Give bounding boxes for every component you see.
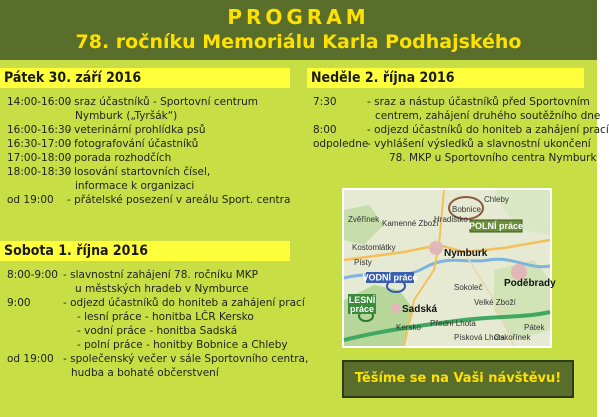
- schedule-text: - polní práce - honitby Bobnice a Chleby: [77, 339, 288, 351]
- map-town-label: Přední Lhota: [430, 319, 476, 328]
- schedule-time: 17:00-18:00: [7, 152, 72, 164]
- program-subtitle: 78. ročníku Memoriálu Karla Podhajského: [75, 31, 522, 53]
- schedule-time: 14:00-16:00: [7, 96, 72, 108]
- schedule-row: [7, 366, 297, 380]
- map-town-label: Kersko: [396, 323, 421, 332]
- schedule-row: [7, 123, 297, 137]
- map-city-sadska: Sadská: [402, 304, 438, 315]
- map-town-label: Pátek: [524, 323, 545, 332]
- schedule-text: - sraz účastníků - Sportovní centrum: [67, 96, 259, 108]
- map-city-nymburk: Nymburk: [444, 248, 488, 259]
- map-town-label: Sokoleč: [454, 283, 483, 292]
- schedule-row: [7, 95, 297, 109]
- schedule-row: [7, 282, 297, 296]
- map-city-podebrady: Poděbrady: [504, 278, 556, 289]
- schedule-text: - vyhlášení výsledků a slavnostní ukončení: [367, 138, 591, 150]
- schedule-time: [7, 310, 63, 324]
- schedule-text: - společenský večer v sále Sportovního centra,: [63, 353, 309, 365]
- schedule-time: [7, 338, 63, 352]
- schedule-text: - slavnostní zahájení 78. ročníku MKP: [63, 269, 258, 281]
- schedule-text: - losování startovních čísel,: [67, 166, 211, 178]
- schedule-time: od 19:00: [7, 353, 54, 365]
- schedule-row: [313, 109, 601, 123]
- saturday-schedule: [7, 268, 309, 380]
- schedule-time: 9:00: [7, 297, 31, 309]
- map-town-label: Oskořínek: [494, 333, 531, 342]
- friday-heading: Pátek 30. září 2016: [0, 68, 290, 88]
- location-map: [342, 188, 556, 348]
- schedule-row: [313, 151, 597, 165]
- schedule-text: - odjezd účastníků do honiteb a zahájení prací: [63, 297, 305, 309]
- schedule-row: [7, 165, 297, 179]
- schedule-time: [7, 282, 63, 296]
- schedule-text: - porada rozhodčích: [67, 152, 172, 164]
- schedule-time: [7, 324, 63, 338]
- map-town-label: Velké Zboží: [474, 298, 516, 307]
- schedule-time: 7:30: [313, 96, 337, 108]
- schedule-time: [7, 179, 67, 193]
- schedule-text: centrem, zahájení druhého soutěžního dne: [375, 110, 601, 122]
- schedule-text: Nymburk („Tyršák“): [75, 110, 178, 122]
- schedule-time: 18:00-18:30: [7, 166, 72, 178]
- schedule-text: informace k organizaci: [75, 180, 195, 192]
- welcome-banner: Těšíme se na Vaši návštěvu!: [342, 360, 574, 398]
- schedule-time: [7, 366, 63, 380]
- schedule-text: u městských hradeb v Nymburce: [75, 283, 249, 295]
- schedule-time: 16:00-16:30: [7, 124, 72, 136]
- schedule-text: - odjezd účastníků do honiteb a zahájení prací: [367, 124, 609, 136]
- schedule-text: 78. MKP u Sportovního centra Nymburk: [389, 152, 597, 164]
- schedule-time: [7, 109, 67, 123]
- friday-schedule: [7, 95, 297, 207]
- schedule-text: - přátelské posezení v areálu Sport. centra: [67, 194, 291, 206]
- saturday-heading: Sobota 1. října 2016: [0, 241, 290, 261]
- schedule-row: [7, 179, 297, 193]
- schedule-row: [7, 296, 305, 310]
- schedule-time: 8:00: [313, 124, 337, 136]
- schedule-text: - vodní práce - honitba Sadská: [77, 325, 238, 337]
- schedule-row: [7, 352, 309, 366]
- schedule-row: [7, 109, 297, 123]
- schedule-text: - lesní práce - honitba LČR Kersko: [77, 311, 254, 323]
- schedule-time: 16:30-17:00: [7, 138, 72, 150]
- map-town-label: Písty: [354, 258, 372, 267]
- map-town-label: Bobnice: [452, 205, 481, 214]
- sunday-heading: Neděle 2. října 2016: [307, 68, 584, 88]
- map-town-label: Písková Lhota: [454, 333, 505, 342]
- map-town-label: Hradištko: [434, 215, 468, 224]
- header: [0, 0, 597, 60]
- schedule-text: - veterinární prohlídka psů: [67, 124, 206, 136]
- schedule-row: [313, 137, 590, 151]
- map-town-label: Kamenné Zboží: [382, 219, 439, 228]
- map-town-label: Kostomlátky: [352, 243, 396, 252]
- schedule-row: [7, 310, 297, 324]
- forest-work-label-2: práce: [349, 304, 375, 314]
- schedule-row: [7, 151, 297, 165]
- schedule-time: [313, 151, 367, 165]
- water-work-label: VODNÍ práce: [362, 272, 418, 283]
- schedule-row: [313, 95, 590, 109]
- schedule-text: - sraz a nástup účastníků před Sportovním: [367, 96, 590, 108]
- schedule-row: [7, 338, 297, 352]
- schedule-time: od 19:00: [7, 194, 54, 206]
- schedule-row: [7, 193, 297, 207]
- schedule-time: [313, 109, 367, 123]
- map-town-label: Chleby: [484, 195, 509, 204]
- sunday-schedule: [313, 95, 609, 165]
- schedule-row: [7, 324, 297, 338]
- schedule-text: - fotografování účastníků: [67, 138, 199, 150]
- schedule-row: [7, 268, 297, 282]
- schedule-row: [7, 137, 297, 151]
- schedule-time: 8:00-9:00: [7, 269, 58, 281]
- map-graphic: [344, 190, 556, 346]
- map-town-label: Zvěřínek: [348, 215, 380, 224]
- schedule-row: [313, 123, 609, 137]
- program-title: PROGRAM: [227, 5, 370, 29]
- field-work-label: POLNÍ práce: [468, 221, 524, 231]
- schedule-text: hudba a bohaté občerstvení: [71, 367, 219, 379]
- schedule-time: odpoledne: [313, 138, 369, 150]
- forest-work-label-1: LESNÍ: [348, 295, 376, 305]
